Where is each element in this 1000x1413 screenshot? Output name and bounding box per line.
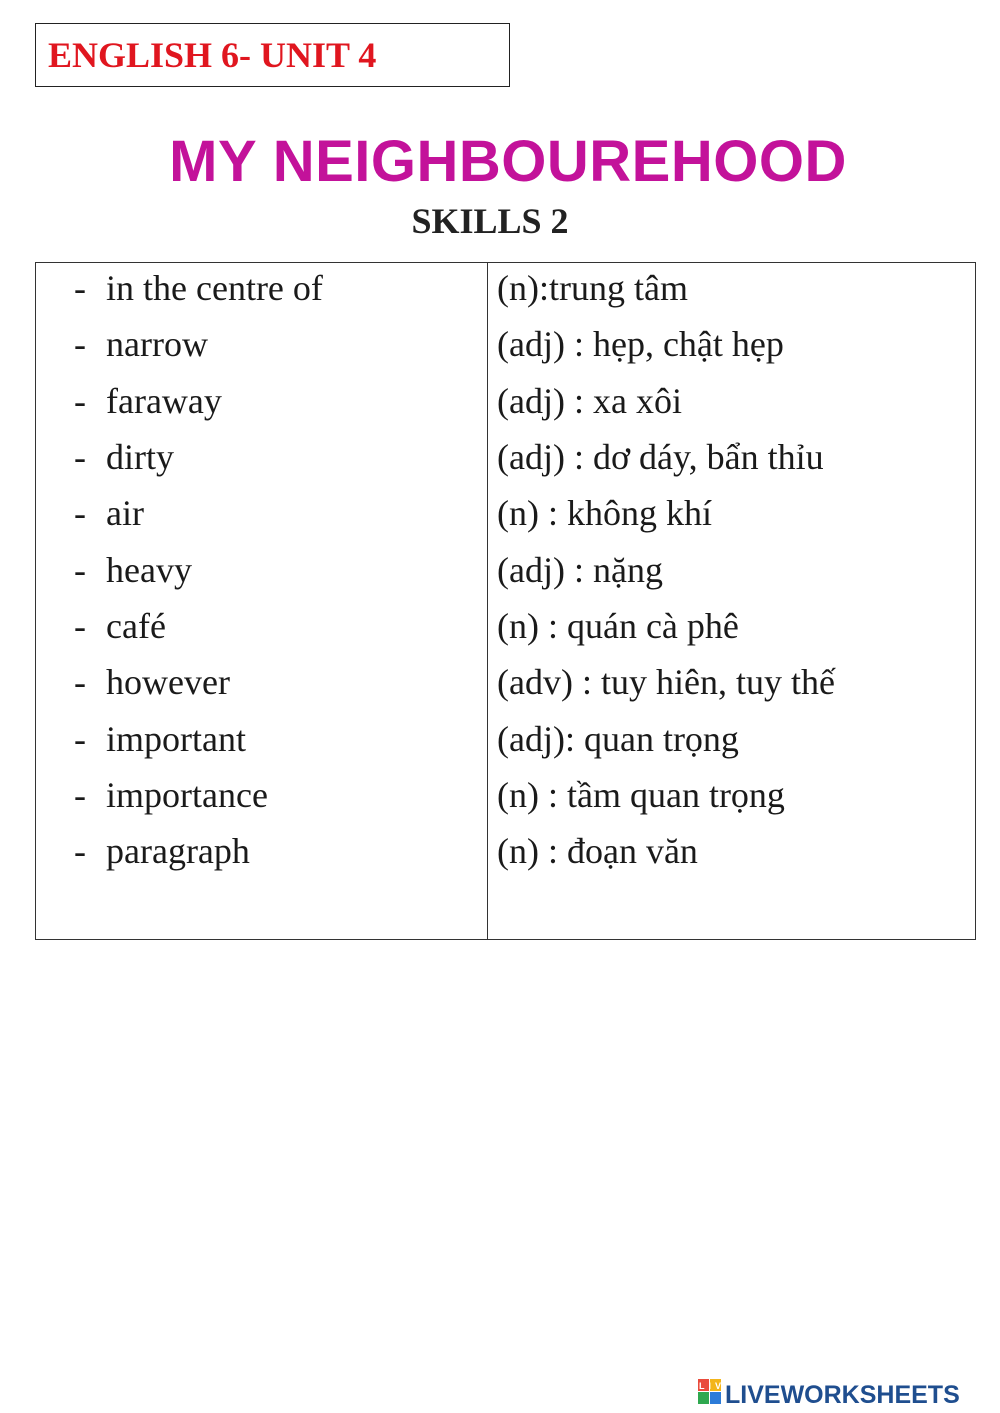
column-divider xyxy=(487,263,488,939)
bullet-dash: - xyxy=(74,719,86,759)
english-word: dirty xyxy=(106,437,174,477)
bullet-dash: - xyxy=(74,662,86,702)
bullet-dash: - xyxy=(74,606,86,646)
meaning-row: (n) : quán cà phê xyxy=(497,606,739,646)
bullet-dash: - xyxy=(74,437,86,477)
meaning-row: (n) : không khí xyxy=(497,493,712,533)
meaning-row: (adj) : nặng xyxy=(497,550,663,590)
english-word-row xyxy=(74,714,246,764)
english-word: paragraph xyxy=(106,831,250,871)
logo-letters: LIVE xyxy=(699,1381,736,1391)
meaning-row: (adj) : dơ dáy, bẩn thỉu xyxy=(497,437,824,477)
english-word-row xyxy=(74,319,208,369)
brand-text: LIVEWORKSHEETS xyxy=(725,1381,960,1409)
bullet-dash: - xyxy=(74,550,86,590)
english-word-row xyxy=(74,770,268,820)
english-word-row xyxy=(74,263,323,313)
english-word: air xyxy=(106,493,144,533)
meaning-row: (adj) : xa xôi xyxy=(497,381,682,421)
english-word: heavy xyxy=(106,550,192,590)
english-word-row xyxy=(74,826,250,876)
bullet-dash: - xyxy=(74,381,86,421)
english-word-row xyxy=(74,488,144,538)
vocabulary-table xyxy=(35,262,976,940)
meaning-row: (adv) : tuy hiên, tuy thế xyxy=(497,662,835,702)
english-word-row xyxy=(74,601,166,651)
bullet-dash: - xyxy=(74,831,86,871)
bullet-dash: - xyxy=(74,775,86,815)
english-word-row xyxy=(74,657,230,707)
english-word: importance xyxy=(106,775,268,815)
liveworksheets-logo xyxy=(696,1376,996,1410)
english-word: café xyxy=(106,606,166,646)
english-word-row xyxy=(74,545,192,595)
meaning-row: (adj): quan trọng xyxy=(497,719,739,759)
unit-label: ENGLISH 6- UNIT 4 xyxy=(48,35,377,75)
page-title: MY NEIGHBOUREHOOD xyxy=(169,129,847,194)
english-word: important xyxy=(106,719,246,759)
english-word: however xyxy=(106,662,230,702)
logo-square-v xyxy=(698,1392,709,1404)
logo-square-e xyxy=(710,1392,721,1404)
meaning-row: (n) : đoạn văn xyxy=(497,831,698,871)
meaning-row: (n) : tầm quan trọng xyxy=(497,775,785,815)
english-word: narrow xyxy=(106,324,208,364)
unit-label-box xyxy=(35,23,510,87)
page-subtitle: SKILLS 2 xyxy=(411,201,569,241)
meaning-row: (n):trung tâm xyxy=(497,268,688,308)
english-word-row xyxy=(74,432,174,482)
english-word: in the centre of xyxy=(106,268,323,308)
english-word: faraway xyxy=(106,381,222,421)
bullet-dash: - xyxy=(74,268,86,308)
bullet-dash: - xyxy=(74,324,86,364)
meaning-row: (adj) : hẹp, chật hẹp xyxy=(497,324,784,364)
english-word-row xyxy=(74,376,222,426)
bullet-dash: - xyxy=(74,493,86,533)
